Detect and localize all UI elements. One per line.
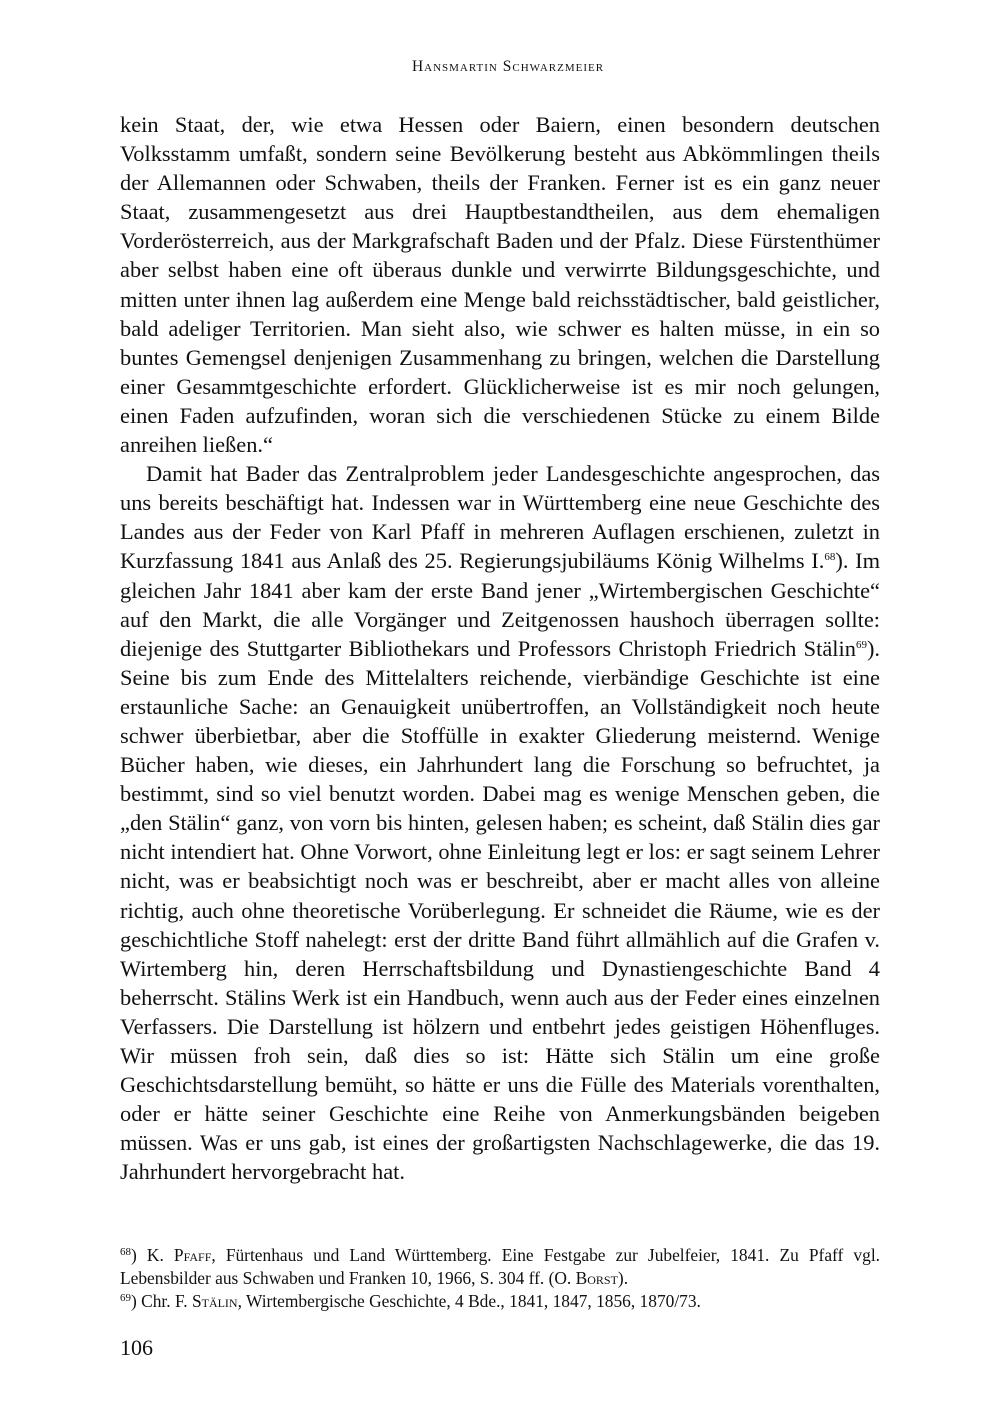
footnote-author: Stälin xyxy=(191,1291,238,1311)
page-number: 106 xyxy=(120,1335,153,1360)
footnote-text: , Wirtembergische Geschichte, 4 Bde., 1841, 1847, 1856, 1870/73. xyxy=(237,1291,701,1311)
footnote-68: $^{68}$) K. Pfaff, Fürtenhaus und Land Württemberg. Eine Festgabe zur Jubelfeier, 1841. Zu Pfaff vgl. Lebensbilder aus Schwaben und Franken 10, 1966, S. 304 ff. (O. Borst). xyxy=(120,1245,880,1288)
footnotes xyxy=(120,1244,880,1313)
footnote-text: , Fürtenhaus und Land Württemberg. Eine Festgabe zur Jubelfeier, 1841. Zu Pfaff vgl. Lebensbilder aus Schwaben und Franken 10, 1966, S. 304 ff. (O. xyxy=(120,1245,880,1288)
footnote-author-2: Borst xyxy=(575,1268,618,1288)
body-text xyxy=(120,110,880,1186)
paragraph-1: kein Staat, der, wie etwa Hessen oder Baiern, einen besondern deutschen Volksstamm umfaßt, sondern seine Bevölkerung besteht aus Abkömmlingen theils der Allemannen oder Schwaben, theils der Franken. Ferner ist es ein ganz neuer Staat, zusammengesetzt aus drei Hauptbestandtheilen, aus dem ehemaligen Vorderösterreich, aus der Markgrafschaft Baden und der Pfalz. Diese Fürstenthümer aber selbst haben eine oft überaus dunkle und verwirrte Bildungsgeschichte, und mitten unter ihnen lag außerdem eine Menge bald reichsstädtischer, bald geistlicher, bald adeliger Territorien. Man sieht also, wie schwer es halten müsse, in ein so buntes Gemengsel denjenigen Zusammenhang zu bringen, welchen die Darstellung einer Gesammtgeschichte erfordert. Glücklicherweise ist es mir noch gelungen, einen Faden aufzufinden, woran sich die verschiedenen Stücke zu einem Bilde anreihen ließen.“ xyxy=(120,112,880,458)
footnote-mark: 68 xyxy=(120,1246,131,1258)
footnote-69: $^{69}$) Chr. F. Stälin, Wirtembergische Geschichte, 4 Bde., 1841, 1847, 1856, 1870/73. xyxy=(120,1291,701,1311)
footnote-ref-68[interactable]: 68 xyxy=(824,551,836,564)
footnote-author: Pfaff xyxy=(173,1245,212,1265)
paragraph-2-part-a: Damit hat Bader das Zentralproblem jeder Landesgeschichte angesprochen, das uns bereits beschäftigt hat. Indessen war in Württemberg eine neue Geschichte des Landes aus der Feder von Karl Pfaff in mehreren Auflagen erschienen, zuletzt in Kurzfassung 1841 aus Anlaß des 25. Regierungsjubiläums König Wilhelms I. xyxy=(120,461,880,574)
footnote-mark: 69 xyxy=(120,1292,131,1304)
footnote-author-prefix: Chr. F. xyxy=(141,1291,192,1311)
footnote-tail: ). xyxy=(617,1268,629,1288)
footnote-author-prefix: K. xyxy=(146,1245,174,1265)
running-header: Hansmartin Schwarzmeier xyxy=(411,58,605,75)
footnote-ref-69[interactable]: 69 xyxy=(855,638,867,651)
paragraph-2-part-c: ). Seine bis zum Ende des Mittelalters reichende, vierbändige Geschichte ist eine erstaunliche Sache: an Genauigkeit unübertroffen, an Vollständigkeit noch heute schwer überbietbar, aber die Stoffülle in exakter Gliederung meisternd. Wenige Bücher haben, wie dieses, ein Jahrhundert lang die Forschung so befruchtet, ja bestimmt, sind so viel benutzt worden. Dabei mag es wenige Menschen geben, die „den Stälin“ ganz, von vorn bis hinten, gelesen haben; es scheint, daß Stälin dies gar nicht intendiert hat. Ohne Vorwort, ohne Einleitung legt er los: er sagt seinem Lehrer nicht, was er beabsichtigt noch was er beschreibt, aber er macht alles von alleine richtig, auch ohne theoretische Vorüberlegung. Er schneidet die Räume, wie es der geschichtliche Stoff nahelegt: erst der dritte Band führt allmählich auf die Grafen v. Wirtemberg hin, deren Herrschaftsbildung und Dynastiengeschichte Band 4 beherrscht. Stälins Werk ist ein Handbuch, wenn auch aus der Feder eines einzelnen Verfassers. Die Darstellung ist hölzern und entbehrt jedes geistigen Höhenfluges. Wir müssen froh sein, daß dies so ist: Hätte sich Stälin um eine große Geschichtsdarstellung bemüht, so hätte er uns die Fülle des Materials vorenthalten, oder er hätte seiner Geschichte eine Reihe von Anmerkungsbänden beigeben müssen. Was er uns gab, ist eines der großartigsten Nachschlagewerke, die das 19. Jahrhundert hervorgebracht hat. xyxy=(120,635,880,1185)
paragraph-2-part-b: ). Im gleichen Jahr 1841 aber kam der erste Band jener „Wirtembergischen Geschichte“ auf den Markt, die alle Vorgänger und Zeitgenossen haushoch überragen sollte: diejenige des Stuttgarter Bibliothekars und Professors Christoph Friedrich Stälin xyxy=(120,548,880,661)
paragraph-2 xyxy=(120,459,880,1186)
